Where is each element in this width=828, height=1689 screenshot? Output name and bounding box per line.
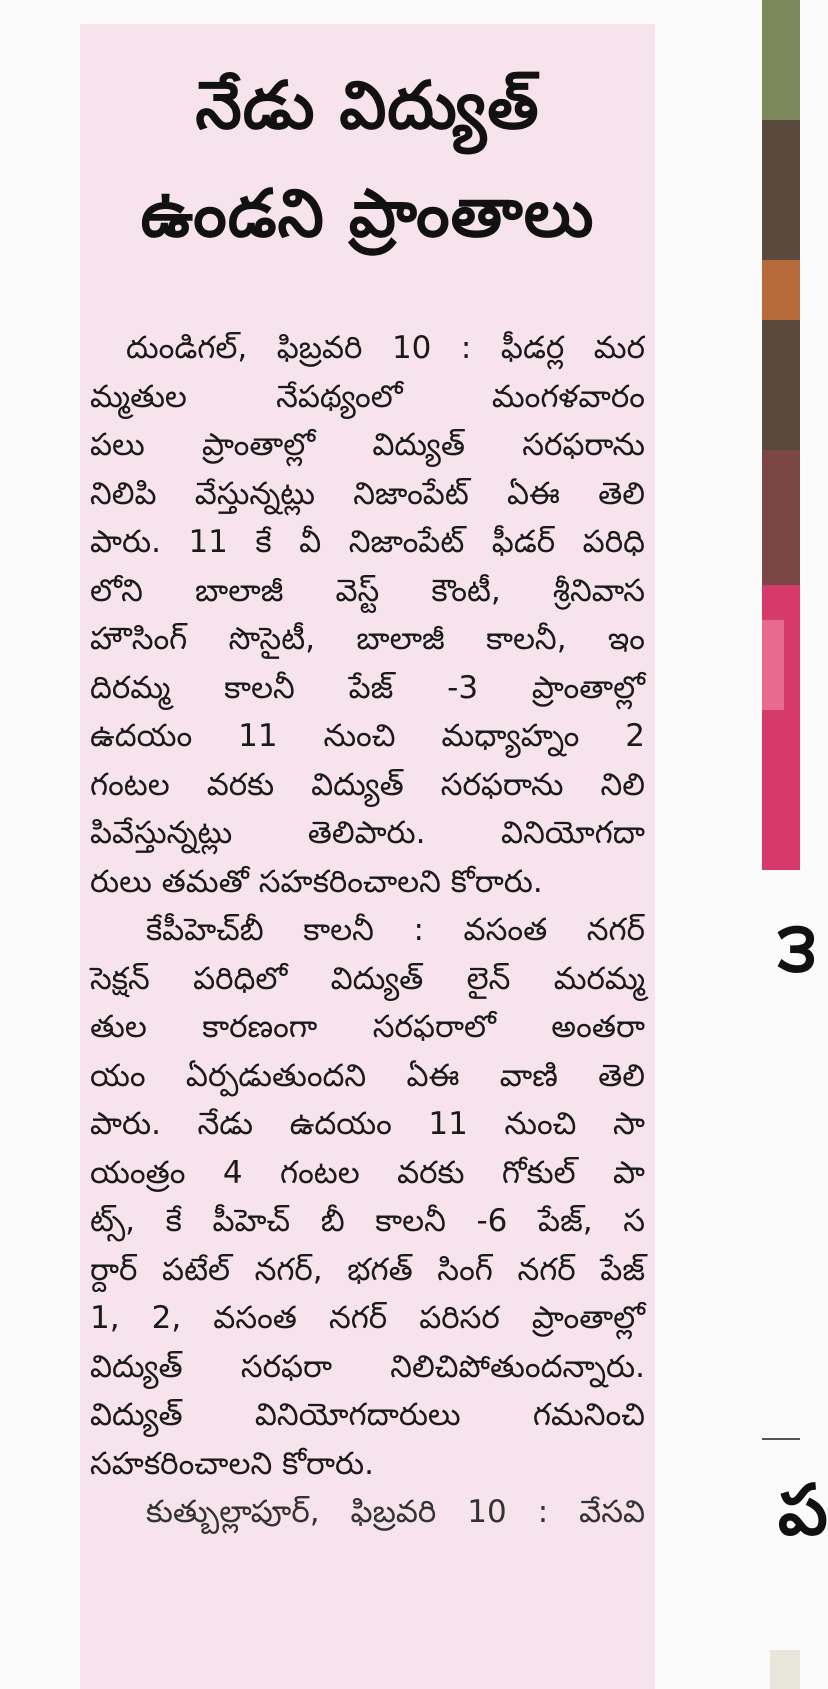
body-line: సహకరించాలని కోరారు.: [90, 1445, 375, 1482]
headline-line-2: ఉండని ప్రాంతాలు: [140, 175, 595, 252]
body-line: రులు తమతో సహకరించాలని కోరారు.: [90, 863, 543, 900]
neighbor-photo: [762, 0, 800, 870]
body-line: పారు. నేడు ఉదయం 11 నుంచి సా: [90, 1106, 645, 1142]
body-line: 1, 2, వసంత నగర్ పరిసర ప్రాంతాల్లో: [90, 1300, 645, 1336]
body-line: దుండిగల్, ఫిబ్రవరి 10 : ఫీడర్ల మర: [126, 330, 645, 366]
body-line: యం ఏర్పడుతుందని ఏఈ వాణి తెలి: [90, 1057, 645, 1094]
photo-region: [762, 620, 784, 710]
body-line: పారు. 11 కే వీ నిజాంపేట్ ఫీడర్ పరిధి: [90, 524, 645, 560]
body-line: ర్దార్ పటేల్ నగర్, భగత్ సింగ్ నగర్ పేజ్: [90, 1251, 645, 1288]
body-line: నిలిపి వేస్తున్నట్లు నిజాంపేట్ ఏఈ తెలి: [90, 475, 645, 512]
body-line: సెక్షన్ పరిధిలో విద్యుత్ లైన్ మరమ్మ: [90, 960, 645, 997]
body-line: లోని బాలాజీ వెస్ట్ కౌంటీ, శ్రీనివాస: [90, 572, 645, 609]
article-body: [90, 324, 645, 1530]
headline-line-1: నేడు విద్యుత్: [195, 67, 540, 144]
body-line: ఉదయం 11 నుంచి మధ్యాహ్నం 2: [90, 718, 645, 754]
body-line: పలు ప్రాంతాల్లో విద్యుత్ సరఫరాను: [90, 427, 645, 463]
body-line: హౌసింగ్ సొసైటీ, బాలాజీ కాలనీ, ఇం: [90, 621, 645, 657]
body-line: విద్యుత్ వినియోగదారులు గమనించి: [90, 1397, 645, 1433]
neighbor-headline-fragment: ప: [778, 1469, 828, 1551]
body-line: ట్స్, కే పీహెచ్ బీ కాలనీ -6 పేజ్, స: [90, 1203, 645, 1239]
body-line: గంటల వరకు విద్యుత్ సరఫరాను నిలి: [90, 766, 645, 803]
body-line: విద్యుత్ సరఫరా నిలిచిపోతుందన్నారు.: [90, 1348, 645, 1385]
neighbor-headline-fragment: ౩: [778, 906, 817, 988]
body-line: మ్మతుల నేపథ్యంలో మంగళవారం: [90, 378, 645, 415]
body-line: కేపీహెచ్‌బీ కాలనీ : వసంత నగర్: [146, 912, 645, 948]
body-line-cut-off: కుత్బుల్లాపూర్, ఫిబ్రవరి 10 : వేసవి: [146, 1494, 645, 1530]
neighbor-photo-fragment: [770, 1650, 800, 1689]
body-line: తుల కారణంగా సరఫరాలో అంతరా: [90, 1009, 645, 1045]
photo-region: [762, 0, 800, 120]
photo-region: [762, 260, 800, 320]
body-line: యంత్రం 4 గంటల వరకు గోకుల్ పా: [90, 1154, 645, 1191]
article-column: [80, 24, 655, 1689]
body-line: పివేస్తున్నట్లు తెలిపారు. వినియోగదా: [90, 815, 645, 851]
column-divider: [762, 1438, 800, 1440]
body-line: దిరమ్మ కాలనీ పేజ్ -3 ప్రాంతాల్లో: [90, 669, 645, 706]
